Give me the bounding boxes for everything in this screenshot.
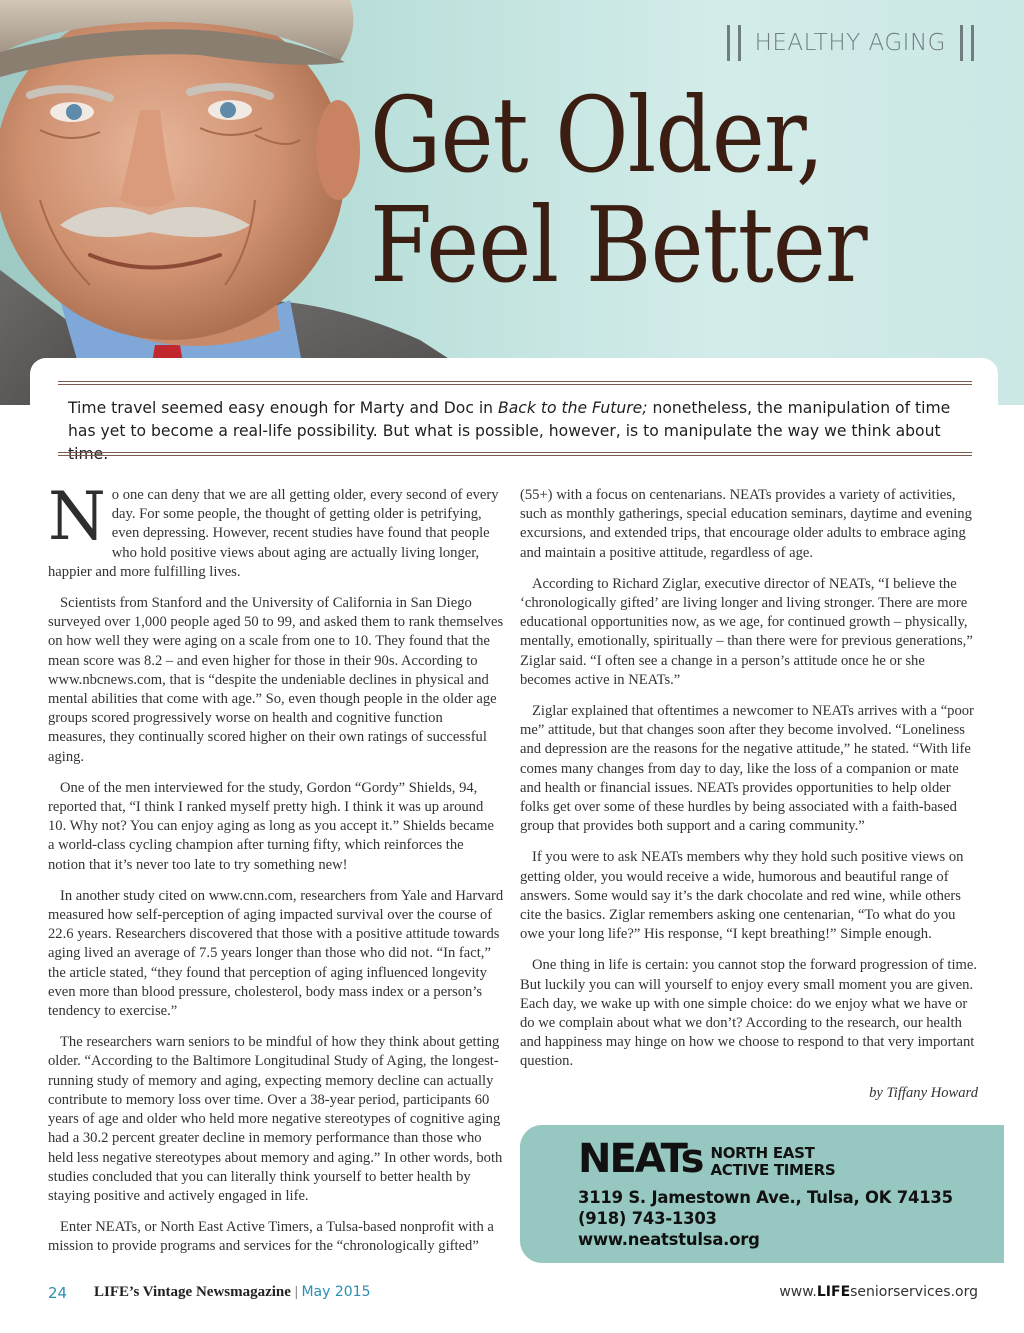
section-tag-label: HEALTHY AGING (754, 30, 946, 56)
intro-movie-title: Back to the Future; (498, 399, 648, 417)
article-paragraph: The researchers warn seniors to be mindful of how they think about getting older. “According to the Baltimore Longitudinal Study of Aging, the longest-running study of memory and aging, expecting memory decline can actually contribute to memory loss over time. Over a 38-year period, participants 60 years of age and older who held more negative stereotypes of cognitive aging had a 30.2 percent greater decline in memory performance than those who held less negative stereotypes about memory and aging.” In other words, both studies concluded that you can literally think yourself to better health by staying positive and actively engaged in life. (48, 1034, 503, 1204)
article-column-right (520, 486, 978, 1103)
site-brand: LIFE (816, 1284, 851, 1300)
divider-bars-right (960, 25, 974, 61)
neats-ad (520, 1125, 1004, 1263)
intro-part-1: Time travel seemed easy enough for Marty and Doc in (68, 399, 499, 417)
intro-part-2: nonetheless, the manipulation of time has yet to become a real-life possibility. But what is possible, however, is to manipulate the way we think about time. (68, 399, 951, 463)
headline (370, 74, 920, 306)
magazine-name: LIFE’s Vintage Newsmagazine (94, 1284, 291, 1300)
header-banner (0, 0, 1024, 405)
magazine-title (94, 1284, 370, 1301)
site-prefix: www. (779, 1284, 817, 1300)
neats-subtitle-line-2: ACTIVE TIMERS (710, 1161, 836, 1179)
footer-website[interactable] (779, 1284, 978, 1300)
article-paragraph: According to Richard Ziglar, executive director of NEATs, “I believe the ‘chronologically gifted’ are living longer and living stronger. There are more educational opportunities now, as we age, for continued growth – physically, mentally, emotionally, spiritually – than there were for previous generations,” Ziglar said. “I often see a change in a person’s attitude once he or she becomes active in NEATs.” (520, 575, 973, 688)
neats-name: NEATs (578, 1136, 703, 1182)
site-suffix: seniorservices.org (850, 1284, 978, 1300)
article-paragraph: In another study cited on www.cnn.com, researchers from Yale and Harvard measured how self-perception of aging impacted survival over the course of 22.6 years. Researchers discovered that those with a positive attitude towards aging lived an average of 7.5 years longer than those who did not. “In fact,” the article stated, “they found that perception of aging influenced longevity even more than blood pressure, cholesterol, body mass index or a person’s tendency to exercise.” (48, 887, 504, 1020)
neats-subtitle-line-1: NORTH EAST (710, 1144, 815, 1162)
page-footer (48, 1284, 978, 1306)
article-paragraph: (55+) with a focus on centenarians. NEATs provides a variety of activities, such as monthly gatherings, special education seminars, daytime and evening excursions, and extended trips, that encourage older adults to embrace aging and maintain a positive attitude, regardless of age. (520, 487, 972, 561)
page-number: 24 (48, 1284, 68, 1302)
article-paragraph: Scientists from Stanford and the University of California in San Diego surveyed over 1,000 people aged 50 to 99, and asked them to rank themselves on how well they were aging on a scale from one to 10. They found that the mean score was 8.2 – and even higher for those in their 90s. According to www.nbcnews.com, that is “despite the undeniable declines in physical and mental abilities that come with age.” So, even though people in the older age groups scored progressively worse on health and cognitive function measures, they continually scored higher on their own ratings of successful aging. (48, 595, 504, 765)
article-column-left (48, 478, 504, 1269)
neats-logo (578, 1136, 836, 1182)
article-paragraph (48, 478, 504, 582)
neats-website[interactable]: www.neatstulsa.org (578, 1230, 760, 1249)
footer-separator: | (294, 1284, 298, 1300)
byline: by Tiffany Howard (869, 1084, 978, 1101)
drop-cap: N (48, 478, 106, 555)
headline-line-1: Get Older, (370, 74, 824, 196)
divider-bars-left (727, 25, 741, 61)
intro-rule-bottom (58, 452, 972, 456)
section-tag (727, 24, 974, 62)
paragraph-text: o one can deny that we are all getting older, every second of every day. For some people, the thought of getting older is petrifying, even depressing. However, recent studies have found that people who hold positive views about aging are actually living longer, happier and more fulfilling lives. (48, 487, 499, 580)
neats-phone: (918) 743-1303 (578, 1209, 717, 1228)
article-paragraph: One of the men interviewed for the study, Gordon “Gordy” Shields, 94, reported that, “I think I ranked myself pretty high. I think it was up around 10. Why not? You can enjoy aging as long as you accept it.” Shields became a world-class cycling champion after turning fifty, which reinforces the notion that it’s never too late to try something new! (48, 779, 494, 873)
article-paragraph: Ziglar explained that oftentimes a newcomer to NEATs arrives with a “poor me” attitude, but that changes soon after they become involved. “Loneliness and depression are the reasons for the negative attitude,” he stated. “With life comes many changes from day to day, like the loss of a companion or mate and health or financial issues. NEATs provides opportunities to help older folks get over some of these hurdles by being associated with a faith-based group that provides both support and a caring community.” (520, 703, 974, 835)
neats-contact (578, 1187, 953, 1250)
article-paragraph: If you were to ask NEATs members why they hold such positive views on getting older, you would receive a wide, humorous and beautiful range of answers. Some would say it’s the dark chocolate and red wine, while others cite the basics. Ziglar remembers asking one centenarian, “To what do you owe your long life?” His response, “I kept breathing!” Simple enough. (520, 849, 964, 943)
article-paragraph: One thing in life is certain: you cannot stop the forward progression of time. But luckily you can will yourself to enjoy every small moment you are given. Each day, we wake up with one simple choice: do we enjoy what we have or do we complain about what we don’t? According to the research, our health and happiness may hinge on how we choose to respond to that very important question. (520, 957, 978, 1070)
neats-subtitle (710, 1145, 835, 1179)
intro-rule-top (58, 381, 972, 385)
issue-date: May 2015 (301, 1284, 371, 1300)
neats-address: 3119 S. Jamestown Ave., Tulsa, OK 74135 (578, 1188, 953, 1207)
article-paragraph: Enter NEATs, or North East Active Timers, a Tulsa-based nonprofit with a mission to provide programs and services for the “chronologically gifted” (48, 1219, 494, 1255)
headline-line-2: Feel Better (370, 184, 867, 306)
